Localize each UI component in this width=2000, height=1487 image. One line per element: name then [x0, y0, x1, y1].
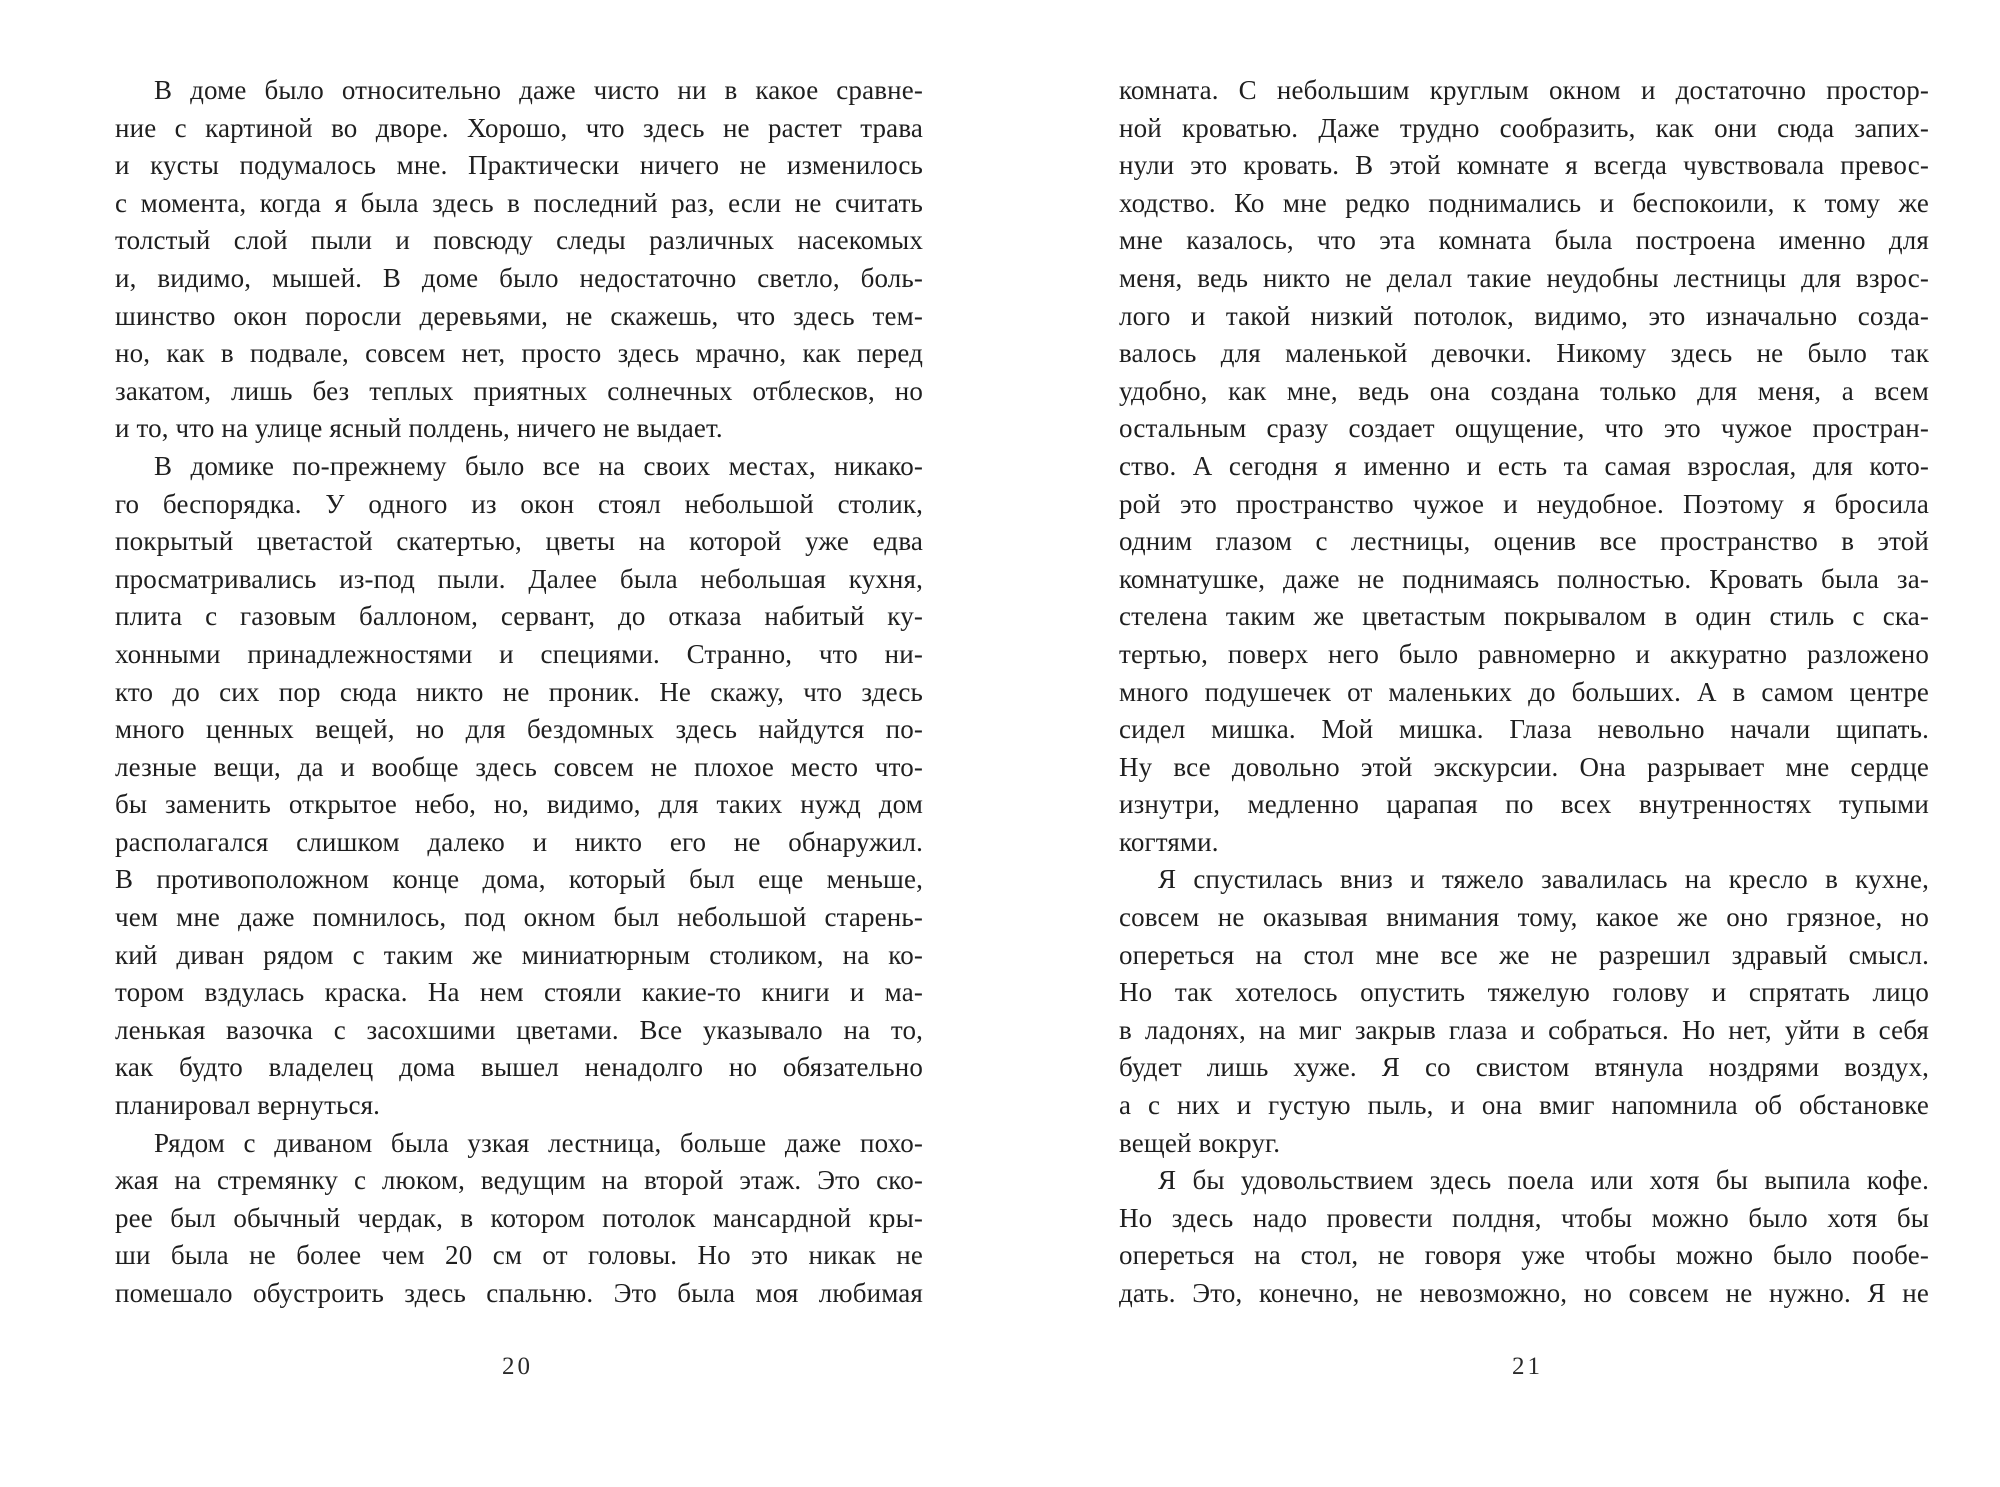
text-line: опереться на стол мне все же не разрешил здравый смысл. [1119, 939, 1929, 970]
text-line: рой это пространство чужое и неудобное. Поэтому я бросила [1119, 488, 1929, 519]
text-line: В доме было относительно даже чисто ни в какое сравне- [154, 75, 923, 105]
text-line: изнутри, медленно царапая по всех внутренностях тупыми [1119, 789, 1929, 820]
text-line: чем мне даже помнилось, под окном был небольшой старень- [115, 902, 923, 933]
text-line: одним глазом с лестницы, оценив все пространство в этой [1119, 526, 1929, 557]
text-line: много подушечек от маленьких до больших. А в самом центре [1119, 676, 1929, 707]
text-line: много ценных вещей, но для бездомных здесь найдутся по- [115, 714, 923, 745]
text-line: тором вздулась краска. На нем стояли какие-то книги и ма- [115, 977, 923, 1008]
text-line: а с них и густую пыль, и она вмиг напомнила об обстановке [1119, 1090, 1929, 1121]
text-line: ши была не более чем 20 см от головы. Но это никак не [115, 1240, 923, 1271]
text-line: располагался слишком далеко и никто его не обнаружил. [115, 826, 923, 857]
text-line: опереться на стол, не говоря уже чтобы можно было пообе- [1119, 1240, 1929, 1271]
text-line: Но так хотелось опустить тяжелую голову и спрятать лицо [1119, 977, 1929, 1008]
text-line: рее был обычный чердак, в котором потолок мансардной кры- [115, 1202, 923, 1233]
text-line: и, видимо, мышей. В доме было недостаточно светло, боль- [115, 262, 923, 293]
text-line: закатом, лишь без теплых приятных солнечных отблесков, но [115, 375, 923, 406]
text-line: плита с газовым баллоном, сервант, до отказа набитый ку- [115, 601, 923, 632]
text-line: В противоположном конце дома, который был еще меньше, [115, 864, 923, 895]
text-line: тертью, поверх него было равномерно и аккуратно разложено [1119, 638, 1929, 669]
text-line: Но здесь надо провести полдня, чтобы можно было хотя бы [1119, 1202, 1929, 1233]
text-line: лого и такой низкий потолок, видимо, это изначально созда- [1119, 300, 1929, 331]
text-line: меня, ведь никто не делал такие неудобны лестницы для взрос- [1119, 262, 1929, 293]
text-line: толстый слой пыли и повсюду следы различных насекомых [115, 225, 923, 256]
text-line: ходство. Ко мне редко поднимались и беспокоили, к тому же [1119, 187, 1929, 218]
text-line: дать. Это, конечно, не невозможно, но совсем не нужно. Я не [1119, 1278, 1929, 1308]
right-page [1119, 72, 1929, 1313]
left-page [115, 72, 923, 1313]
text-line: Ну все довольно этой экскурсии. Она разрывает мне сердце [1119, 751, 1929, 782]
text-line: Я спустилась вниз и тяжело завалилась на кресло в кухне, [1158, 864, 1929, 895]
text-line: ленькая вазочка с засохшими цветами. Все указывало на то, [115, 1014, 923, 1045]
text-line: Я бы удовольствием здесь поела или хотя бы выпила кофе. [1158, 1165, 1929, 1196]
text-line: ной кроватью. Даже трудно сообразить, как они сюда запих- [1119, 112, 1929, 143]
text-line: сидел мишка. Мой мишка. Глаза невольно начали щипать. [1119, 714, 1929, 745]
text-line: хонными принадлежностями и специями. Странно, что ни- [115, 638, 923, 669]
text-line: стелена таким же цветастым покрывалом в один стиль с ска- [1119, 601, 1929, 632]
text-line: совсем не оказывая внимания тому, какое же оно грязное, но [1119, 902, 1929, 933]
text-line: остальным сразу создает ощущение, что это чужое простран- [1119, 413, 1929, 444]
text-line: кий диван рядом с таким же миниатюрным столиком, на ко- [115, 939, 923, 970]
text-line: но, как в подвале, совсем нет, просто здесь мрачно, как перед [115, 338, 923, 369]
text-line: в ладонях, на миг закрыв глаза и собраться. Но нет, уйти в себя [1119, 1014, 1929, 1045]
text-line: и то, что на улице ясный полдень, ничего не выдает. [115, 413, 723, 444]
text-line: мне казалось, что эта комната была построена именно для [1119, 225, 1929, 256]
text-line: бы заменить открытое небо, но, видимо, для таких нужд дом [115, 789, 923, 820]
text-line: жая на стремянку с люком, ведущим на второй этаж. Это ско- [115, 1165, 923, 1196]
text-line: просматривались из-под пыли. Далее была небольшая кухня, [115, 563, 923, 594]
text-line: лезные вещи, да и вообще здесь совсем не плохое место что- [115, 751, 923, 782]
text-line: как будто владелец дома вышел ненадолго но обязательно [115, 1052, 923, 1083]
text-line: Рядом с диваном была узкая лестница, больше даже похо- [154, 1127, 923, 1158]
text-line: покрытый цветастой скатертью, цветы на которой уже едва [115, 526, 923, 557]
text-line: нули это кровать. В этой комнате я всегда чувствовала превос- [1119, 150, 1929, 181]
page-number-right: 21 [1512, 1353, 1543, 1380]
text-line: В домике по-прежнему было все на своих местах, никако- [154, 450, 923, 481]
text-line: валось для маленькой девочки. Никому здесь не было так [1119, 338, 1929, 369]
text-line: шинство окон поросли деревьями, не скажешь, что здесь тем- [115, 300, 923, 331]
text-line: с момента, когда я была здесь в последний раз, если не считать [115, 187, 923, 218]
text-line: комнатушке, даже не поднимаясь полностью. Кровать была за- [1119, 563, 1929, 594]
text-line: помешало обустроить здесь спальню. Это была моя любимая [115, 1278, 923, 1308]
text-line: го беспорядка. У одного из окон стоял небольшой столик, [115, 488, 923, 519]
text-line: комната. С небольшим круглым окном и достаточно простор- [1119, 75, 1929, 105]
page-number-left: 20 [502, 1353, 533, 1380]
text-line: ние с картиной во дворе. Хорошо, что здесь не растет трава [115, 112, 923, 143]
text-line: ство. А сегодня я именно и есть та самая взрослая, для кото- [1119, 450, 1929, 481]
text-line: когтями. [1119, 826, 1219, 857]
text-line: кто до сих пор сюда никто не проник. Не скажу, что здесь [115, 676, 923, 707]
text-line: вещей вокруг. [1119, 1127, 1281, 1158]
text-line: планировал вернуться. [115, 1090, 381, 1121]
text-line: и кусты подумалось мне. Практически ничего не изменилось [115, 150, 923, 181]
text-line: будет лишь хуже. Я со свистом втянула ноздрями воздух, [1119, 1052, 1929, 1083]
text-line: удобно, как мне, ведь она создана только для меня, а всем [1119, 375, 1929, 406]
